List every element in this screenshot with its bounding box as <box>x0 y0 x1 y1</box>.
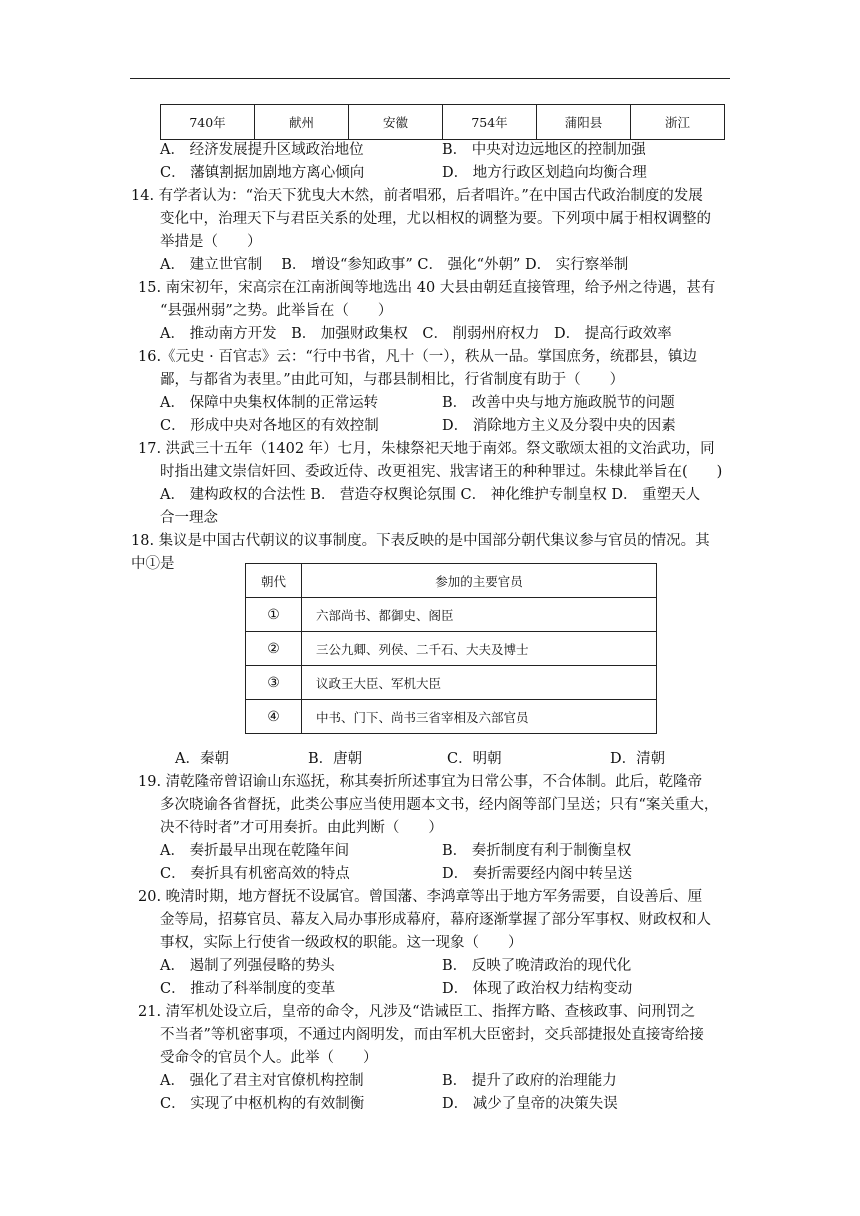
q14-text-line3: 举措是（ ） <box>160 234 262 250</box>
table-header-officials: 参加的主要官员 <box>302 564 657 598</box>
q18-option-b: B．唐朝 <box>308 751 363 767</box>
q15-options: A． 推动南方开发 B． 加强财政集权 C． 削弱州府权力 D． 提高行政效率 <box>160 326 672 342</box>
q19-option-a: A． 奏折最早出现在乾隆年间 <box>160 843 350 859</box>
table-row <box>246 632 657 666</box>
q15-text-line1: 15. 南宋初年，宋高宗在江南浙闽等地选出 40 大县由朝廷直接管理，给予州之待遇，甚有 <box>138 280 716 296</box>
q21-text-line3: 受命令的官员个人。此举（ ） <box>160 1050 378 1066</box>
q21-option-c: C． 实现了中枢机构的有效制衡 <box>160 1096 365 1112</box>
q20-text-line3: 事权，实际上行使省一级政权的职能。这一现象（ ） <box>160 935 523 951</box>
q17-text-line1: 17. 洪武三十五年（1402 年）七月，朱棣祭祀天地于南郊。祭文歌颂太祖的文治武功，同 <box>138 441 715 457</box>
q13-option-a: A． 经济发展提升区域政治地位 <box>160 142 364 158</box>
q19-option-c: C． 奏折具有机密高效的特点 <box>160 866 350 882</box>
q19-option-d: D． 奏折需要经内阁中转呈送 <box>442 866 633 882</box>
q19-text-line2: 多次晓谕各省督抚，此类公事应当使用题本文书，经内阁等部门呈送；只有“案关重大， <box>160 797 719 813</box>
q16-option-c: C． 形成中央对各地区的有效控制 <box>160 418 379 434</box>
table-cell: 三公九卿、列侯、二千石、大夫及博士 <box>302 632 657 666</box>
table-cell: ③ <box>246 666 302 700</box>
q13-option-d: D． 地方行政区划趋向均衡合理 <box>442 165 647 181</box>
q18-option-c: C．明朝 <box>447 751 502 767</box>
q18-table <box>245 563 657 734</box>
table-cell: 六部尚书、都御史、阁臣 <box>302 598 657 632</box>
table-cell: 754年 <box>443 105 537 140</box>
header-rule <box>130 78 730 79</box>
q17-text-line2: 时指出建文崇信奸回、委政近侍、改更祖宪、戕害诸王的种种罪过。朱棣此举旨在( ) <box>160 464 723 480</box>
q21-option-b: B． 提升了政府的治理能力 <box>442 1073 617 1089</box>
table-row <box>246 598 657 632</box>
q18-text-line1: 18. 集议是中国古代朝议的议事制度。下表反映的是中国部分朝代集议参与官员的情况。其 <box>131 533 710 549</box>
table-cell: 献州 <box>255 105 349 140</box>
q19-text-line1: 19. 清乾隆帝曾诏谕山东巡抚，称其奏折所述事宜为日常公事，不合体制。此后，乾隆帝 <box>138 774 703 790</box>
q20-text-line2: 金等局，招募官员、幕友入局办事形成幕府，幕府逐渐掌握了部分军事权、财政权和人 <box>160 912 711 928</box>
q14-text-line1: 14. 有学者认为：“治天下犹曳大木然，前者唱邪，后者唱许。”在中国古代政治制度的发展 <box>131 188 703 204</box>
q19-text-line3: 决不待时者”才可用奏折。由此判断（ ） <box>160 820 443 836</box>
table-cell: 议政王大臣、军机大臣 <box>302 666 657 700</box>
q20-option-b: B． 反映了晚清政治的现代化 <box>442 958 632 974</box>
q19-option-b: B． 奏折制度有利于制衡皇权 <box>442 843 632 859</box>
q20-option-a: A． 遏制了列强侵略的势头 <box>160 958 335 974</box>
table-header-dynasty: 朝代 <box>246 564 302 598</box>
q15-text-line2: “县强州弱”之势。此举旨在（ ） <box>160 303 393 319</box>
table-cell: 蒲阳县 <box>537 105 631 140</box>
q16-option-a: A． 保障中央集权体制的正常运转 <box>160 395 379 411</box>
q20-text-line1: 20. 晚清时期，地方督抚不设属官。曾国藩、李鸿章等出于地方军务需要，自设善后、厘 <box>138 889 703 905</box>
table-cell: 740年 <box>161 105 255 140</box>
q16-text-line2: 鄙，与都省为表里。”由此可知，与郡县制相比，行省制度有助于（ ） <box>160 372 625 388</box>
q21-option-d: D． 减少了皇帝的决策失误 <box>442 1096 618 1112</box>
q18-option-a: A．秦朝 <box>175 751 229 767</box>
q20-option-d: D． 体现了政治权力结构变动 <box>442 981 633 997</box>
table-cell: 安徽 <box>349 105 443 140</box>
table-cell: 浙江 <box>631 105 725 140</box>
q20-option-c: C． 推动了科举制度的变革 <box>160 981 336 997</box>
q13-option-b: B． 中央对边远地区的控制加强 <box>442 142 646 158</box>
q17-options: A． 建构政权的合法性 B． 营造夺权舆论氛围 C． 神化维护专制皇权 D． 重塑天人 <box>160 487 701 503</box>
q18-text-line2: 中①是 <box>131 556 175 572</box>
q14-text-line2: 变化中，治理天下与君臣关系的处理，尤以相权的调整为要。下列项中属于相权调整的 <box>160 211 711 227</box>
q18-option-d: D．清朝 <box>610 751 666 767</box>
q13-option-c: C． 藩镇割据加剧地方离心倾向 <box>160 165 365 181</box>
q16-option-b: B． 改善中央与地方施政脱节的问题 <box>442 395 675 411</box>
q21-option-a: A． 强化了君主对官僚机构控制 <box>160 1073 364 1089</box>
table-cell: 中书、门下、尚书三省宰相及六部官员 <box>302 700 657 734</box>
top-table <box>160 104 725 140</box>
table-row <box>161 105 725 140</box>
table-cell: ④ <box>246 700 302 734</box>
q14-options: A． 建立世官制 B． 增设“参知政事” C． 强化“外朝” D． 实行察举制 <box>160 257 629 273</box>
table-cell: ② <box>246 632 302 666</box>
table-header-row <box>246 564 657 598</box>
q21-text-line1: 21. 清军机处设立后，皇帝的命令，凡涉及“诰诫臣工、指挥方略、查核政事、问刑罚之 <box>138 1004 696 1020</box>
table-cell: ① <box>246 598 302 632</box>
q16-text-line1: 16.《元史 · 百官志》云：“行中书省，凡十（一），秩从一品。掌国庶务，统郡县，镇边 <box>138 349 698 365</box>
table-row <box>246 666 657 700</box>
q16-option-d: D． 消除地方主义及分裂中央的因素 <box>442 418 676 434</box>
table-row <box>246 700 657 734</box>
q17-options-cont: 合一理念 <box>160 510 218 526</box>
q21-text-line2: 不当者”等机密事项，不通过内阁明发，而由军机大臣密封，交兵部捷报处直接寄给接 <box>160 1027 704 1043</box>
